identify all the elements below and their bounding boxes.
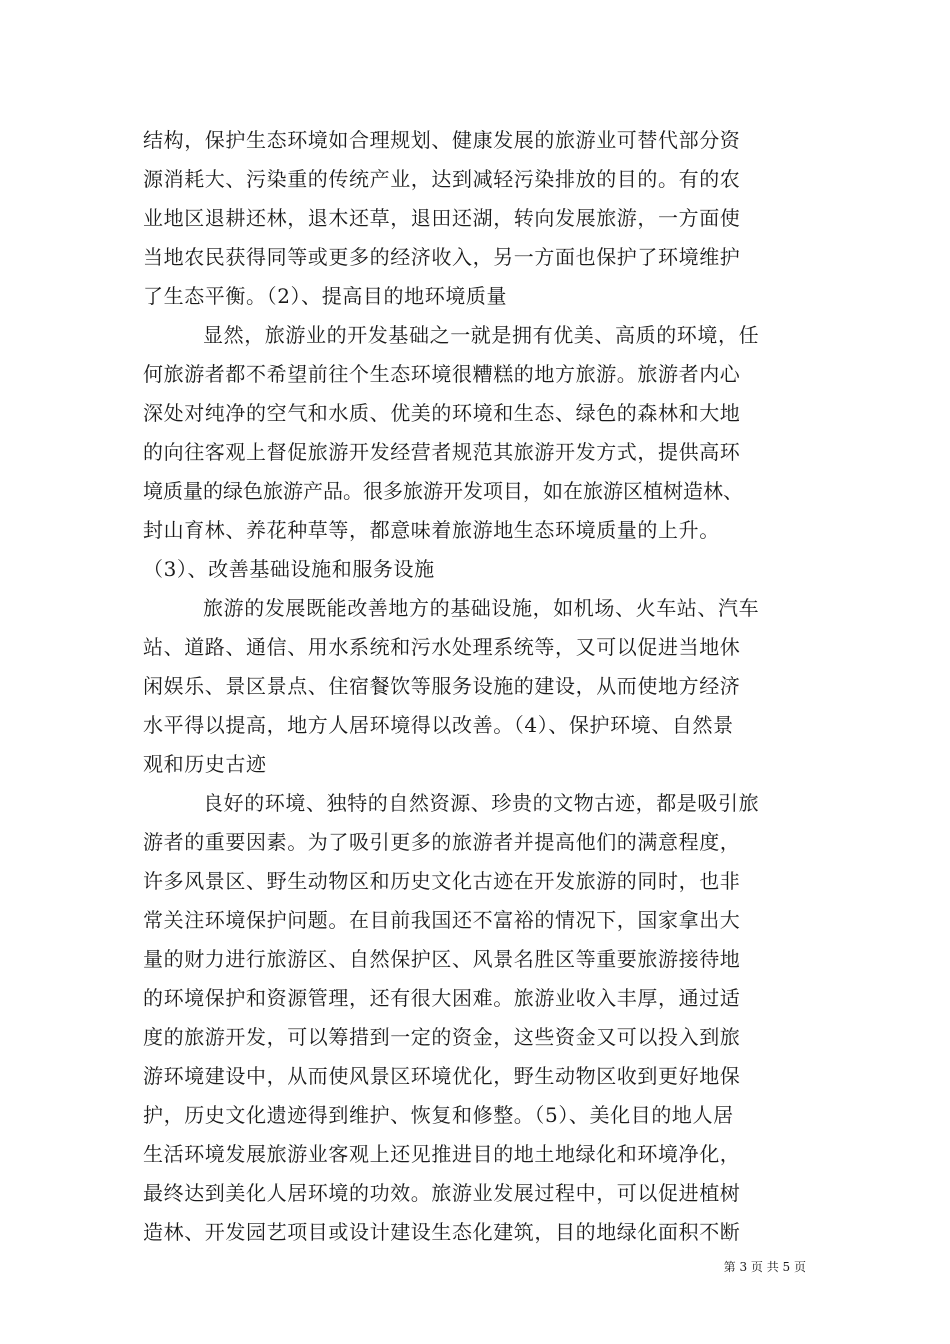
text-line: 结构，保护生态环境如合理规划、健康发展的旅游业可替代部分资 (143, 128, 741, 152)
text-line: 许多风景区、野生动物区和历史文化古迹在开发旅游的同时，也非 (143, 869, 741, 893)
section-heading-line: （3）、改善基础设施和服务设施 (143, 557, 435, 581)
paragraph-first-line: 良好的环境、独特的自然资源、珍贵的文物古迹，都是吸引旅 (203, 791, 760, 815)
paragraph-first-line: 显然，旅游业的开发基础之一就是拥有优美、高质的环境，任 (203, 323, 760, 347)
text-line: 境质量的绿色旅游产品。很多旅游开发项目，如在旅游区植树造林、 (143, 479, 743, 503)
text-line: 游者的重要因素。为了吸引更多的旅游者并提高他们的满意程度， (143, 830, 741, 854)
text-line: 生活环境发展旅游业客观上还见推进目的地土地绿化和环境净化， (143, 1142, 741, 1166)
text-line: 的环境保护和资源管理，还有很大困难。旅游业收入丰厚，通过适 (143, 986, 741, 1010)
text-line: 观和历史古迹 (143, 752, 267, 776)
text-line: 何旅游者都不希望前往个生态环境很糟糕的地方旅游。旅游者内心 (143, 362, 741, 386)
paragraph-first-line: 旅游的发展既能改善地方的基础设施，如机场、火车站、汽车 (203, 596, 760, 620)
text-line: 量的财力进行旅游区、自然保护区、风景名胜区等重要旅游接待地 (143, 947, 741, 971)
text-line: 造林、开发园艺项目或设计建设生态化建筑，目的地绿化面积不断 (143, 1220, 741, 1244)
body-text (143, 121, 823, 1252)
text-line: 护，历史文化遗迹得到维护、恢复和修整。（5）、美化目的地人居 (143, 1103, 734, 1127)
section-heading-line: 了生态平衡。（2）、提高目的地环境质量 (143, 284, 508, 308)
text-line: 深处对纯净的空气和水质、优美的环境和生态、绿色的森林和大地 (143, 401, 741, 425)
text-line: 常关注环境保护问题。在目前我国还不富裕的情况下，国家拿出大 (143, 908, 741, 932)
text-line: 闲娱乐、景区景点、住宿餐饮等服务设施的建设，从而使地方经济 (143, 674, 741, 698)
text-line: 当地农民获得同等或更多的经济收入，另一方面也保护了环境维护 (143, 245, 741, 269)
text-line: 最终达到美化人居环境的功效。旅游业发展过程中，可以促进植树 (143, 1181, 741, 1205)
text-line: 封山育林、养花种草等，都意味着旅游地生态环境质量的上升。 (143, 518, 720, 542)
text-line: 的向往客观上督促旅游开发经营者规范其旅游开发方式，提供高环 (143, 440, 741, 464)
text-line: 水平得以提高，地方人居环境得以改善。（4）、保护环境、自然景 (143, 713, 734, 737)
page-number-footer: 第 3 页 共 5 页 (723, 1260, 806, 1274)
text-line: 游环境建设中，从而使风景区环境优化，野生动物区收到更好地保 (143, 1064, 741, 1088)
text-line: 站、道路、通信、用水系统和污水处理系统等，又可以促进当地休 (143, 635, 741, 659)
text-line: 度的旅游开发，可以筹措到一定的资金，这些资金又可以投入到旅 (143, 1025, 741, 1049)
text-line: 业地区退耕还林，退木还草，退田还湖，转向发展旅游，一方面使 (143, 206, 741, 230)
text-line: 源消耗大、污染重的传统产业，达到减轻污染排放的目的。有的农 (143, 167, 741, 191)
